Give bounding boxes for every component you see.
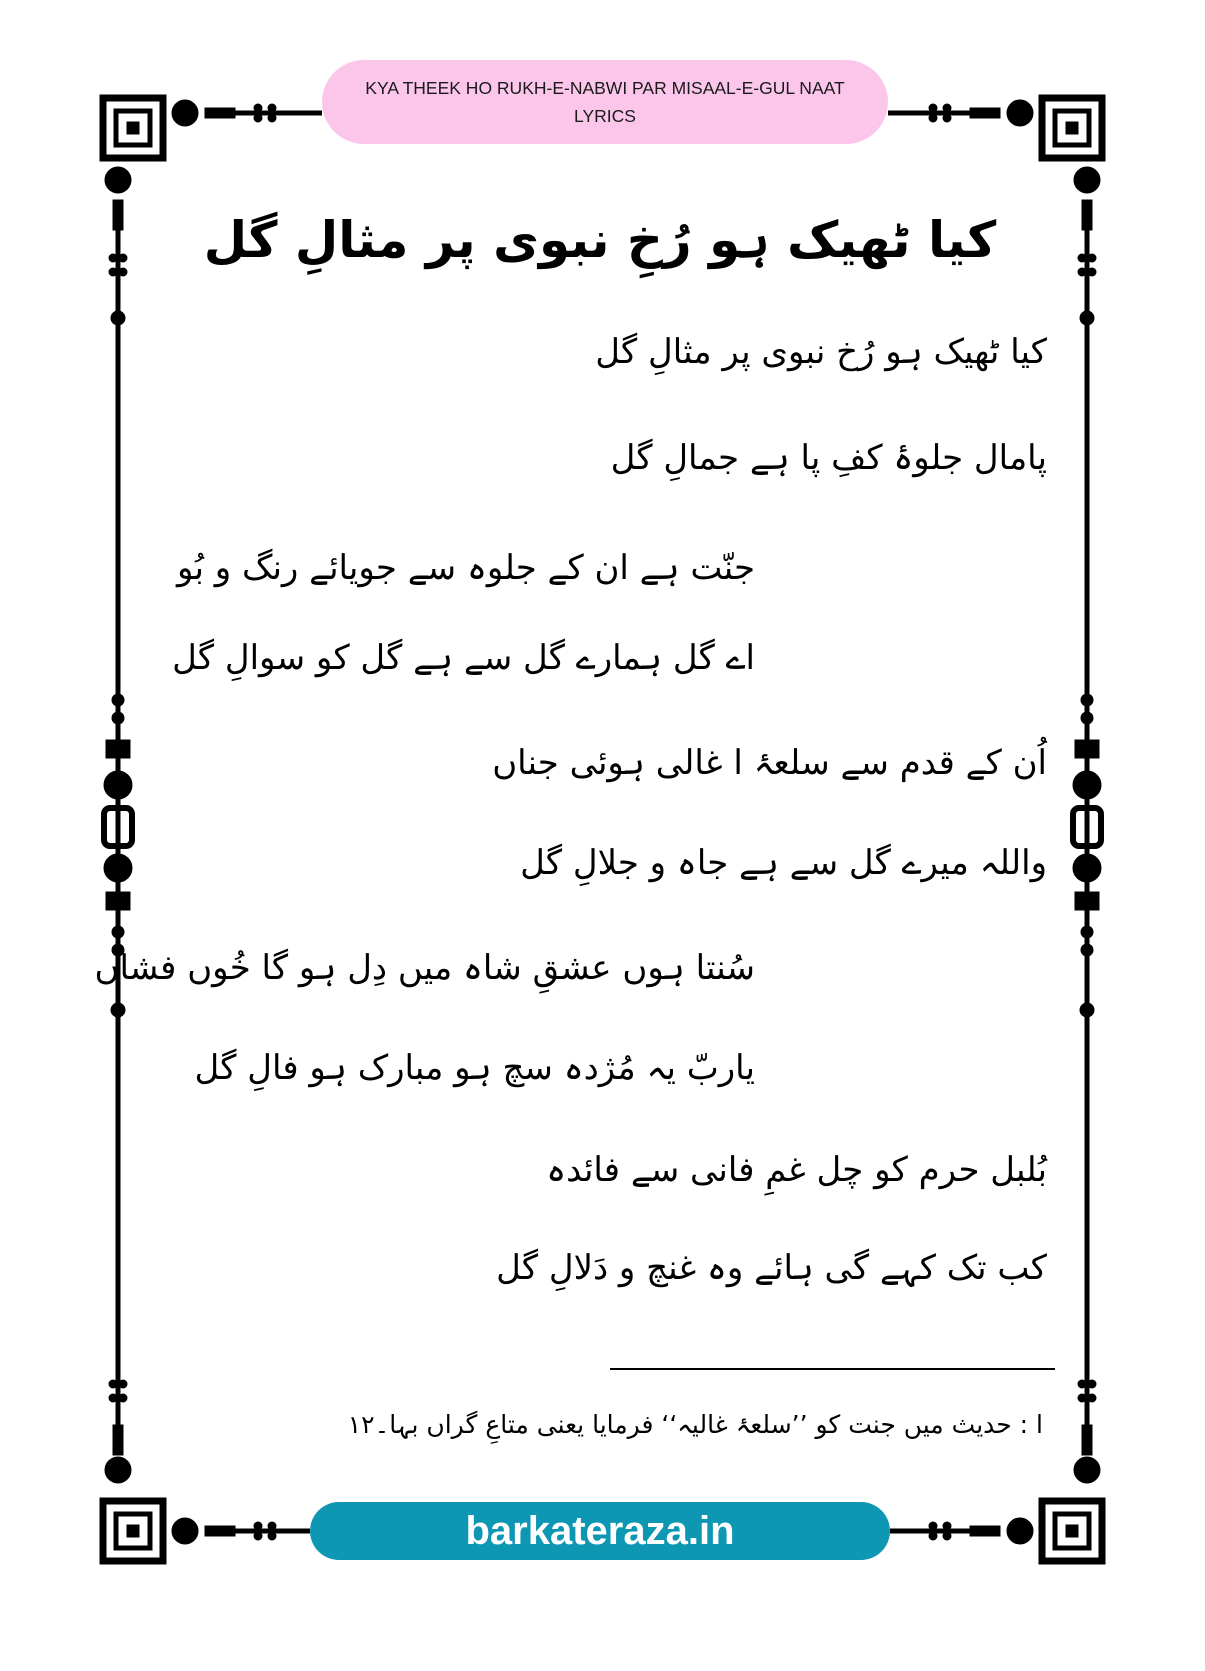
site-link-text[interactable]: barkateraza.in <box>465 1508 735 1553</box>
verse-line-6: واللہ میرے گل سے ہے جاہ و جلالِ گل <box>520 843 1047 883</box>
footnote-text: ا : حدیث میں جنت کو ’’سلعۂ غالیہ‘‘ فرمایا یعنی متاعِ گراں بہا۔۱۲ <box>347 1410 1043 1439</box>
verse-line-9: بُلبل حرم کو چل غمِ فانی سے فائدہ <box>546 1150 1047 1190</box>
verse-line-10: کب تک کہے گی ہائے وہ غنچ و دَلالِ گل <box>496 1248 1047 1288</box>
verse-line-2: پامال جلوۂ کفِ پا ہے جمالِ گل <box>610 438 1047 478</box>
verse-line-4: اے گل ہمارے گل سے ہے گل کو سوالِ گل <box>172 638 755 678</box>
urdu-page-title: کیا ٹھیک ہو رُخِ نبوی پر مثالِ گل <box>203 211 997 269</box>
verse-line-8: یاربّ یہ مُژدہ سچ ہو مبارک ہو فالِ گل <box>194 1048 755 1088</box>
corner-ornament-bottom-left <box>103 1380 276 1561</box>
verse-line-7: سُنتا ہوں عشقِ شاہ میں دِل ہو گا خُوں فشاں <box>94 948 755 988</box>
footnote-divider <box>610 1368 1055 1370</box>
title-banner <box>322 60 888 144</box>
verse-line-3: جنّت ہے ان کے جلوہ سے جویائے رنگ و بُو <box>176 548 755 588</box>
verse-line-5: اُن کے قدم سے سلعۂ ا غالی ہوئی جناں <box>492 743 1047 783</box>
verse-line-1: کیا ٹھیک ہو رُخ نبوی پر مثالِ گل <box>595 332 1047 372</box>
site-link-banner[interactable] <box>310 1502 890 1560</box>
title-banner-text: KYA THEEK HO RUKH-E-NABWI PAR MISAAL-E-GUL NAAT LYRICS <box>365 78 845 126</box>
